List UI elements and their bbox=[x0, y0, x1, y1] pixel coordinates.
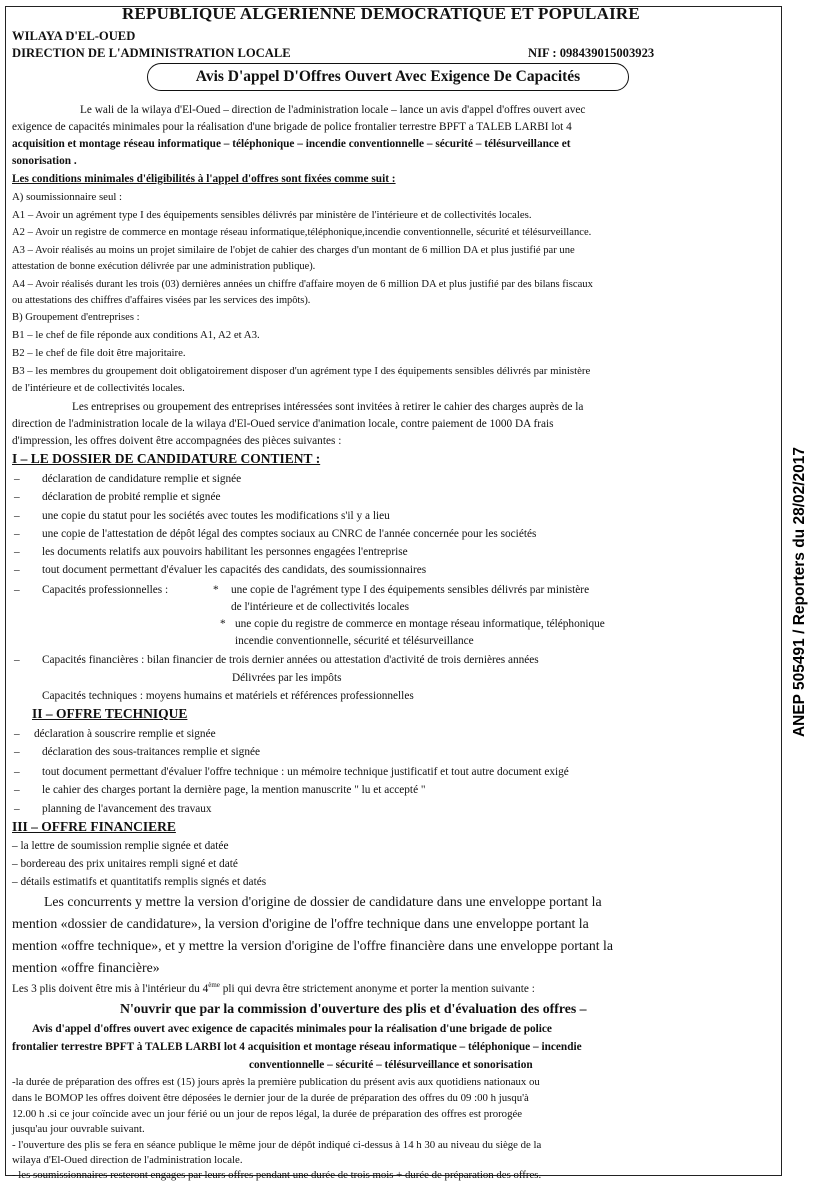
notice-title: Avis D'appel D'Offres Ouvert Avec Exigence De Capacités bbox=[195, 68, 581, 85]
concurrents-line: mention «dossier de candidature», la version d'origine de l'offre technique dans une enveloppe portant la bbox=[12, 916, 589, 931]
dossier-section-title: I – LE DOSSIER DE CANDIDATURE CONTIENT : bbox=[12, 451, 321, 466]
dash-marker: – bbox=[14, 766, 20, 778]
condition-line: ou attestations des chiffres d'affaires visées par les services des impôts). bbox=[12, 295, 311, 306]
dossier-item: les documents relatifs aux pouvoirs habilitant les personnes engagées l'entreprise bbox=[42, 546, 408, 558]
technique-item: le cahier des charges portant la dernière page, la mention manuscrite " lu et accepté " bbox=[42, 784, 426, 796]
final-line: jusqu'au jour ouvrable suivant. bbox=[12, 1123, 145, 1135]
technique-item: déclaration des sous-traitances remplie et signée bbox=[42, 746, 261, 758]
dash-marker: – bbox=[14, 728, 20, 740]
capacites-financieres-note: Délivrées par les impôts bbox=[232, 672, 342, 684]
dossier-item: tout document permettant d'évaluer les capacités des candidats, des soumissionnaires bbox=[42, 564, 427, 576]
invite-line: d'impression, les offres doivent être accompagnées des pièces suivantes : bbox=[12, 435, 342, 447]
dash-marker: – bbox=[14, 654, 20, 666]
financiere-item: – détails estimatifs et quantitatifs remplis signés et datés bbox=[12, 876, 267, 888]
condition-line: A1 – Avoir un agrément type I des équipements sensibles délivrés par ministère de l'intérieure et de collectivités locales. bbox=[12, 209, 532, 221]
capacites-pro-item: une copie de l'agrément type I des équipements sensibles délivrés par ministère bbox=[231, 584, 590, 596]
invite-line: direction de l'administration locale de la wilaya d'El-Oued service d'animation locale, contre paiement de 1000 DA frais bbox=[12, 418, 554, 430]
capacites-pro-item: une copie du registre de commerce en montage réseau informatique, téléphonique bbox=[235, 618, 605, 630]
dash-marker: – bbox=[14, 803, 20, 815]
dash-marker: – bbox=[14, 473, 20, 485]
dossier-item: déclaration de candidature remplie et signée bbox=[42, 473, 242, 485]
financiere-item: – la lettre de soumission remplie signée et datée bbox=[12, 840, 229, 852]
mention-line: frontalier terrestre BPFT à TALEB LARBI lot 4 acquisition et montage réseau informatique – téléphonique – incendie bbox=[12, 1041, 582, 1053]
intro-line: Le wali de la wilaya d'El-Oued – direction de l'administration locale – lance un avis d'appel d'offres ouvert avec bbox=[80, 104, 586, 116]
plis-text-before: Les 3 plis doivent être mis à l'intérieur du 4 bbox=[12, 983, 209, 995]
condition-line: attestation de bonne exécution délivrée par une administration publique). bbox=[12, 261, 316, 272]
plis-superscript: ème bbox=[208, 981, 220, 990]
mention-line: Avis d'appel d'offres ouvert avec exigence de capacités minimales pour la réalisation d'une brigade de police bbox=[32, 1023, 552, 1035]
dossier-item: une copie du statut pour les sociétés avec toutes les modifications s'il y a lieu bbox=[42, 510, 390, 522]
direction-heading: DIRECTION DE L'ADMINISTRATION LOCALE bbox=[12, 46, 291, 60]
condition-line: B2 – le chef de file doit être majoritaire. bbox=[12, 347, 186, 359]
condition-line: de l'intérieure et de collectivités locales. bbox=[12, 382, 185, 394]
dash-marker: – bbox=[14, 746, 20, 758]
dash-marker: – bbox=[14, 546, 20, 558]
condition-line: B) Groupement d'entreprises : bbox=[12, 312, 140, 323]
invite-line: Les entreprises ou groupement des entreprises intéressées sont invitées à retirer le cahier des charges auprès de la bbox=[72, 401, 584, 413]
final-line: - l'ouverture des plis se fera en séance publique le même jour de dépôt indiqué ci-dessus à 14 h 30 au niveau du siège de la bbox=[12, 1139, 542, 1151]
plis-text-after: pli qui devra être strictement anonyme et porter la mention suivante : bbox=[219, 983, 535, 995]
condition-line: A4 – Avoir réalisés durant les trois (03) dernières années un chiffre d'affaire moyen de 6 million DA et plus justifié par des bilans fiscaux bbox=[12, 279, 593, 290]
intro-line: sonorisation . bbox=[12, 155, 77, 167]
dash-marker: – bbox=[14, 564, 20, 576]
capacites-pro-item: incendie conventionnelle, sécurité et télésurveillance bbox=[235, 635, 474, 647]
condition-line: A2 – Avoir un registre de commerce en montage réseau informatique,téléphonique,incendie conventionnelle, sécurité et télésurveillance. bbox=[12, 227, 592, 238]
financiere-item: – bordereau des prix unitaires rempli signé et daté bbox=[12, 858, 238, 870]
condition-line: B3 – les membres du groupement doit obligatoirement disposer d'un agrément type I des équipements sensibles délivrés par ministère bbox=[12, 365, 591, 377]
final-line: dans le BOMOP les offres doivent être déposées le dernier jour de la durée de préparation des offres du 09 :00 h jusqu'à bbox=[12, 1092, 529, 1104]
mention-line: conventionnelle – sécurité – télésurveillance et sonorisation bbox=[249, 1059, 533, 1071]
final-line: 12.00 h .si ce jour coïncide avec un jour férié ou un jour de repos légal, la durée de préparation des offres est prorogée bbox=[12, 1108, 523, 1120]
bullet-marker: * bbox=[213, 584, 219, 596]
intro-line: exigence de capacités minimales pour la réalisation d'une brigade de police frontalier terrestre BPFT a TALEB LARBI lot 4 bbox=[12, 121, 572, 133]
concurrents-line: Les concurrents y mettre la version d'origine de dossier de candidature dans une enveloppe portant la bbox=[44, 894, 602, 909]
condition-line: A) soumissionnaire seul : bbox=[12, 191, 123, 203]
republic-heading: REPUBLIQUE ALGERIENNE DEMOCRATIQUE ET POPULAIRE bbox=[122, 4, 640, 23]
technique-item: déclaration à souscrire remplie et signée bbox=[34, 728, 216, 740]
technique-item: tout document permettant d'évaluer l'offre technique : un mémoire technique justificatif et tout autre document exigé bbox=[42, 766, 569, 778]
capacites-pro-item: de l'intérieure et de collectivités locales bbox=[231, 601, 409, 613]
final-line: -la durée de préparation des offres est (15) jours après la première publication du présent avis aux quotidiens nationaux ou bbox=[12, 1076, 540, 1088]
wilaya-heading: WILAYA D'EL-OUED bbox=[12, 29, 136, 43]
capacites-financieres: Capacités financières : bilan financier de trois dernier années ou attestation d'activité de trois dernières années bbox=[42, 654, 539, 666]
condition-line: A3 – Avoir réalisés au moins un projet similaire de l'objet de cahier des charges d'un montant de 6 million DA et plus justifié par une bbox=[12, 245, 575, 256]
concurrents-line: mention «offre technique», et y mettre la version d'origine de l'offre financière dans une enveloppe portant la bbox=[12, 938, 613, 953]
conditions-title: Les conditions minimales d'éligibilités à l'appel d'offres sont fixées comme suit : bbox=[12, 173, 396, 185]
technique-item: planning de l'avancement des travaux bbox=[42, 803, 212, 815]
plis-line bbox=[12, 982, 535, 996]
dash-marker: – bbox=[14, 510, 20, 522]
dossier-item: une copie de l'attestation de dépôt légal des comptes sociaux au CNRC de l'année concernée pour les sociétés bbox=[42, 528, 537, 540]
dossier-item: déclaration de probité remplie et signée bbox=[42, 491, 221, 503]
concurrents-line: mention «offre financière» bbox=[12, 960, 160, 975]
final-line: wilaya d'El-Oued direction de l'administration locale. bbox=[12, 1154, 243, 1166]
publication-label: ANEP 505491 / Reporters du 28/02/2017 bbox=[791, 446, 808, 738]
financiere-section-title: III – OFFRE FINANCIERE bbox=[12, 819, 176, 834]
notice-title-box bbox=[147, 63, 629, 91]
dash-marker: – bbox=[14, 528, 20, 540]
condition-line: B1 – le chef de file réponde aux conditions A1, A2 et A3. bbox=[12, 329, 260, 341]
final-line: - les soumissionnaires resteront engages par leurs offres pendant une durée de trois mois + durée de préparation des offres. bbox=[12, 1169, 542, 1181]
mention-heading: N'ouvrir que par la commission d'ouverture des plis et d'évaluation des offres – bbox=[120, 1001, 587, 1016]
capacites-professionnelles-label: Capacités professionnelles : bbox=[42, 584, 169, 596]
technique-section-title: II – OFFRE TECHNIQUE bbox=[32, 706, 188, 721]
dash-marker: – bbox=[14, 491, 20, 503]
capacites-techniques: Capacités techniques : moyens humains et matériels et références professionnelles bbox=[42, 690, 414, 702]
dash-marker: – bbox=[14, 784, 20, 796]
dash-marker: – bbox=[14, 584, 20, 596]
intro-line: acquisition et montage réseau informatique – téléphonique – incendie conventionnelle – sécurité – télésurveillance et bbox=[12, 138, 571, 150]
bullet-marker: * bbox=[220, 618, 226, 630]
nif-number: NIF : 098439015003923 bbox=[528, 46, 655, 60]
